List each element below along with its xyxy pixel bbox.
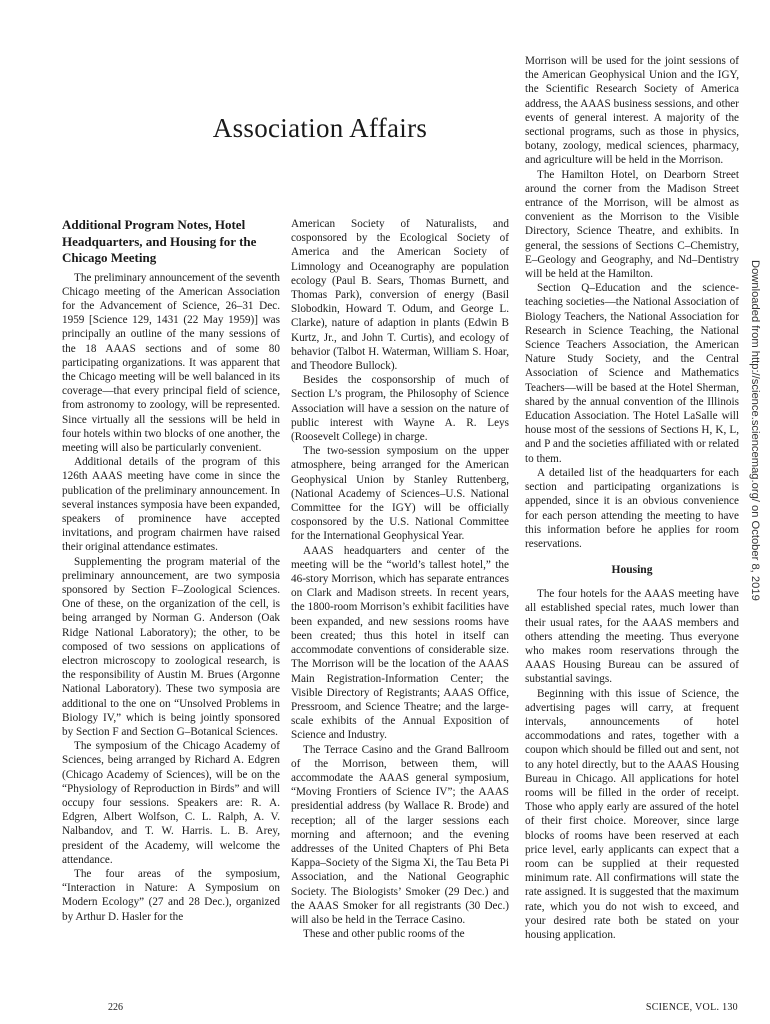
article-heading: Additional Program Notes, Hotel Headquarters, and Housing for the Chicago Meeting [62, 217, 257, 265]
column-1 [62, 217, 280, 924]
paragraph: The four hotels for the AAAS meeting have all established special rates, much lower than their usual rates, for the AAAS members and others attending the meeting. Thus everyone who makes room reservations through the AAAS Housing Bureau can be assured of substantial savings. [525, 588, 739, 686]
paragraph: The symposium of the Chicago Academy of Sciences, being arranged by Richard A. Edgren (Chicago Academy of Sciences), will be on the “Physiology of Reproduction in Birds” and will occupy four sessions. Speakers are: R. A. Edgren, Albert Wolfson, C. L. Ralph, A. V. Nalbandov, and T. W. Harris. L. B. Arey, president of the Academy, will welcome the attendance. [62, 740, 280, 866]
paragraph: The preliminary announcement of the seventh Chicago meeting of the American Association for the Advancement of Science, 26–31 Dec. 1959 [Science 129, 1431 (22 May 1959)] was principally an outline of the many sessions of the 18 AAAS sections and of some 80 participating organizations. It was apparent that the Chicago meeting will be well balanced in its coverage—that every principal field of science, from astronomy to zoology, will be represented. Since virtually all the sessions will be held in four hotels within two blocks of one another, the meeting will also be particularly convenient. [62, 271, 280, 454]
paragraph: AAAS headquarters and center of the meeting will be the “world’s tallest hotel,” the 46-story Morrison, which has separate entrances on Clark and Madison streets. In recent years, the 1800-room Morrison’s exhibit facilities have been expanded, and new sessions rooms have been created; thus this hotel in itself can accommodate conventions of considerable size. The Morrison will be the location of the AAAS Main Registration-Information Center; the Visible Directory of Registrants; AAAS Office, Pressroom, and Science Theatre; and the large-scale exhibits of the Annual Exposition of Science and Industry. [291, 544, 509, 742]
journal-running-foot: SCIENCE, VOL. 130 [645, 1002, 738, 1013]
paragraph: A detailed list of the headquarters for each section and participating organizations is appended, since it is an obvious convenience for each person attending the meeting to have this information before he applies for room reservations. [525, 466, 739, 550]
page-title: Association Affairs [212, 113, 428, 143]
page-number: 226 [108, 1002, 123, 1013]
paragraph: Besides the cosponsorship of much of Section L’s program, the Philosophy of Science Association will have a session on the nature of public interest with Wayne A. R. Leys (Roosevelt College) in charge. [291, 374, 509, 444]
paragraph: Supplementing the program material of the preliminary announcement, are two symposia sponsored by Section F–Zoological Sciences. One of these, on the organization of the cell, is being arranged by Norman G. Anderson (Oak Ridge National Laboratory); the other, to be composed of two sessions on applications of electron microscopy to zoological research, is the responsibility of Austin M. Brues (Argonne National Laboratory). These two symposia are additional to the one on “Unsolved Problems in Biology IV,” which is being jointly sponsored by Section F and Section G–Botanical Sciences. [62, 555, 280, 738]
download-note [746, 260, 764, 880]
download-note-text[interactable]: Downloaded from http://science.sciencemag.org/ on October 8, 2019 [749, 260, 761, 601]
paragraph: American Society of Naturalists, and cosponsored by the Ecological Society of America and the American Society of Limnology and Oceanography are population ecology (Paul B. Sears, Thomas Burnett, and Thomas Park), conversion of energy (Basil Slobodkin, Howard T. Odum, and George L. Clarke), nature of adaption in plants (Edwin B Kurtz, Jr., and John T. Curtis), and ecology of behavior (Talbot H. Waterman, William S. Hoar, and Theodore Bullock). [291, 218, 509, 373]
column-2 [291, 217, 509, 941]
paragraph: The four areas of the symposium, “Interaction in Nature: A Symposium on Modern Ecology” (27 and 28 Dec.), organized by Arthur D. Hasler for the [62, 868, 280, 923]
paragraph: Additional details of the program of this 126th AAAS meeting have come in since the publication of the preliminary announcement. In several instances symposia have been expanded, speakers of prominence have accepted invitations, and program chairmen have raised their original attendance estimates. [62, 456, 280, 554]
paragraph: The Terrace Casino and the Grand Ballroom of the Morrison, between them, will accommodate the AAAS general symposium, “Moving Frontiers of Science IV”; the AAAS presidential address (by Wallace R. Brode) and reception; all of the larger sessions each morning and afternoon; and the evening addresses of the United Chapters of Phi Beta Kappa–Society of the Sigma Xi, the Tau Beta Pi Association, and the National Geographic Society. The Biologists’ Smoker (29 Dec.) and the AAAS Smoker for all registrants (30 Dec.) will also be held in the Terrace Casino. [291, 743, 509, 926]
paragraph: These and other public rooms of the [303, 928, 465, 941]
paragraph: Beginning with this issue of Science, the advertising pages will carry, at frequent intervals, announcements of hotel accommodations and rates, together with a coupon which should be filled out and sent, not to any hotel directly, but to the AAAS Housing Bureau in Chicago. All applications for hotel rooms will be filled in the order of receipt. Those who apply early are assured of the hotel of their first choice. Moreover, since large blocks of rooms have been reserved at each price level, early applicants can expect that a room can be supplied at their requested minimum rate. All confirmations will state the rate assigned. It is suggested that the maximum rate, which you do not wish to exceed, and your desired rate both be stated on your housing application. [525, 687, 739, 941]
column-3 [525, 54, 739, 942]
paragraph: The Hamilton Hotel, on Dearborn Street around the corner from the Madison Street entrance of the Morrison, will be almost as convenient as the Morrison to the Visible Directory, Science Theatre, and exhibits. In general, the sessions of Sections C–Chemistry, E–Geology and Geography, and Nd–Dentistry will be held at the Hamilton. [525, 168, 739, 281]
housing-heading: Housing [611, 564, 653, 577]
paragraph: The two-session symposium on the upper atmosphere, being arranged for the American Geophysical Union by Stanley Ruttenberg, (National Academy of Sciences–U.S. National Committee for the IGY) will be officially cosponsored by the U.S. National Committee for the International Geophysical Year. [291, 445, 509, 543]
paragraph: Section Q–Education and the science-teaching societies—the National Association of Biology Teachers, the National Association for Research in Science Teaching, the National Science Teachers Association, the American Nature Study Society, and the Central Association of Science and Mathematics Teachers—will be based at the Hotel Sherman, shared by the annual convention of the Illinois Education Association. The Hotel LaSalle will house most of the sessions of Sections H, K, L, and P and the societies affiliated with or related to them. [525, 282, 739, 465]
paragraph: Morrison will be used for the joint sessions of the American Geophysical Union and the IGY, the Scientific Research Society of America address, the AAAS business sessions, and other events of general interest. A majority of the sectional programs, such as those in physics, botany, zoology, medical sciences, pharmacy, and agriculture will be held in the Morrison. [525, 55, 739, 167]
